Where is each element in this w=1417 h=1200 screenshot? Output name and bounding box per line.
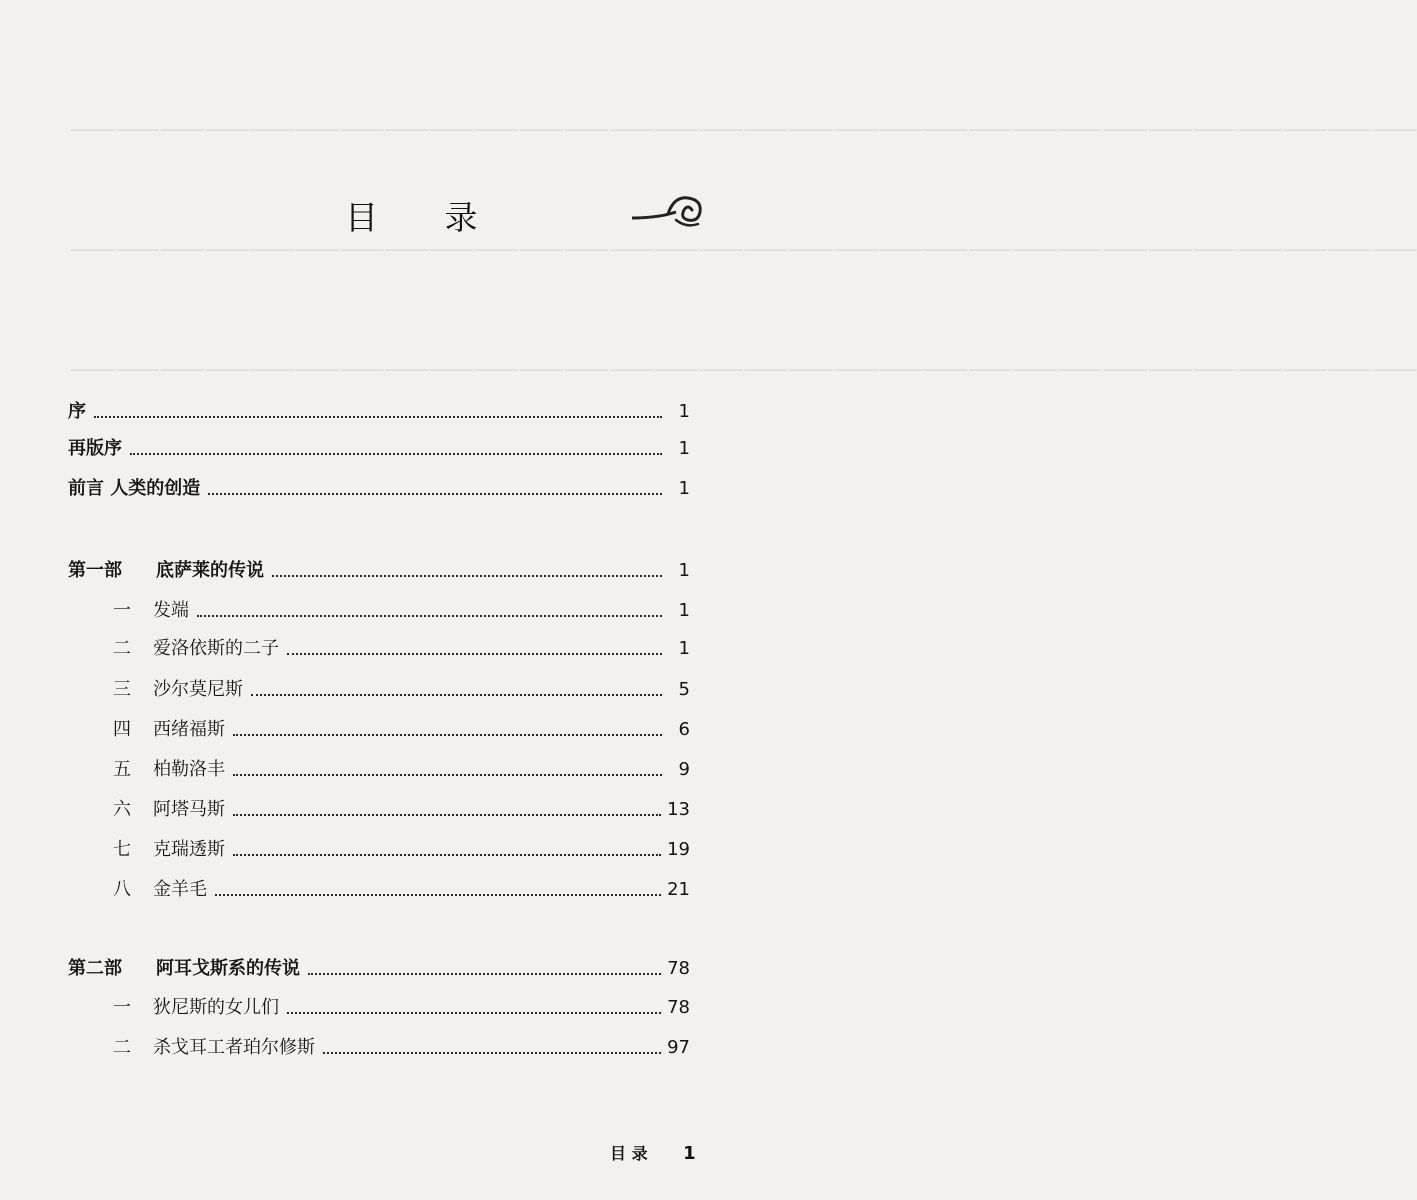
dot-leader	[233, 774, 662, 776]
toc-entry-number: 第一部	[68, 560, 122, 581]
bleed-through-text: ⸻⸻⸻⸻⸻⸻⸻⸻⸻⸻⸻⸻⸻⸻⸻⸻⸻⸻⸻⸻⸻⸻⸻⸻⸻⸻⸻⸻⸻⸻	[70, 239, 1417, 260]
dot-leader	[251, 694, 662, 696]
toc-entry-title: 发端	[153, 600, 189, 621]
toc-entry-page: 19	[667, 839, 690, 860]
toc-entry-page: 1	[678, 478, 690, 499]
toc-entry-title: 阿耳戈斯系的传说	[156, 958, 300, 979]
toc-entry-page: 1	[678, 438, 690, 459]
toc-entry-page: 97	[667, 1037, 690, 1058]
toc-entry-page: 1	[678, 638, 690, 659]
toc-entry[interactable]	[113, 671, 690, 701]
toc-entry-number: 五	[113, 759, 131, 780]
toc-entry-number: 四	[113, 719, 131, 740]
dot-leader	[233, 814, 661, 816]
toc-entry[interactable]	[68, 950, 690, 980]
toc-entry-number: 三	[113, 679, 131, 700]
dot-leader	[233, 734, 662, 736]
toc-entry-page: 1	[678, 401, 690, 422]
toc-entry-title: 爱洛依斯的二子	[153, 638, 279, 659]
toc-entry-number: 一	[113, 600, 131, 621]
dot-leader	[130, 453, 662, 455]
toc-entry-number: 八	[113, 879, 131, 900]
toc-entry-page: 21	[667, 879, 690, 900]
toc-entry[interactable]	[113, 1029, 690, 1059]
cloud-ornament-icon	[628, 188, 708, 232]
toc-entry-page: 6	[678, 719, 690, 740]
bleed-through-text: ⸻⸻⸻⸻⸻⸻⸻⸻⸻⸻⸻⸻⸻⸻⸻⸻⸻⸻⸻⸻⸻⸻⸻⸻⸻⸻⸻⸻⸻⸻	[70, 119, 1417, 140]
toc-entry-title: 杀戈耳工者珀尔修斯	[153, 1037, 315, 1058]
toc-entry-page: 78	[667, 997, 690, 1018]
toc-entry-page: 78	[667, 958, 690, 979]
toc-entry-number: 第二部	[68, 958, 122, 979]
toc-entry-number: 七	[113, 839, 131, 860]
toc-entry[interactable]	[113, 871, 690, 901]
toc-entry[interactable]	[113, 592, 690, 622]
toc-entry-number: 一	[113, 997, 131, 1018]
dot-leader	[323, 1052, 661, 1054]
toc-entry-title: 序	[68, 401, 86, 422]
dot-leader	[272, 575, 662, 577]
toc-entry-title: 克瑞透斯	[153, 839, 225, 860]
toc-entry-title: 狄尼斯的女儿们	[153, 997, 279, 1018]
bleed-through-text: ⸻⸻⸻⸻⸻⸻⸻⸻⸻⸻⸻⸻⸻⸻⸻⸻⸻⸻⸻⸻⸻⸻⸻⸻⸻⸻⸻⸻⸻⸻	[70, 359, 1417, 380]
dot-leader	[233, 854, 661, 856]
toc-entry[interactable]	[113, 630, 690, 660]
toc-entry[interactable]	[68, 552, 690, 582]
dot-leader	[287, 1012, 661, 1014]
footer-label: 目 录	[610, 1144, 648, 1163]
toc-entry[interactable]	[68, 393, 690, 423]
dot-leader	[308, 973, 661, 975]
toc-entry[interactable]	[113, 711, 690, 741]
toc-entry-page: 13	[667, 799, 690, 820]
toc-entry-title: 再版序	[68, 438, 122, 459]
toc-entry[interactable]	[68, 470, 690, 500]
toc-entry-page: 9	[678, 759, 690, 780]
toc-entry-title: 前言 人类的创造	[68, 478, 201, 499]
dot-leader	[215, 894, 661, 896]
toc-entry-title: 底萨莱的传说	[156, 560, 264, 581]
dot-leader	[94, 416, 662, 418]
toc-entry-title: 西绪福斯	[153, 719, 225, 740]
toc-entry-title: 柏勒洛丰	[153, 759, 225, 780]
footer-page-number: 1	[683, 1143, 696, 1164]
toc-entry[interactable]	[68, 430, 690, 460]
toc-entry-number: 二	[113, 1037, 131, 1058]
dot-leader	[208, 493, 662, 495]
toc-entry-page: 1	[678, 560, 690, 581]
toc-entry-page: 1	[678, 600, 690, 621]
toc-entry[interactable]	[113, 751, 690, 781]
toc-entry-number: 六	[113, 799, 131, 820]
toc-entry-number: 二	[113, 638, 131, 659]
toc-entry[interactable]	[113, 831, 690, 861]
toc-entry-title: 金羊毛	[153, 879, 207, 900]
dot-leader	[287, 653, 662, 655]
toc-entry-title: 阿塔马斯	[153, 799, 225, 820]
page-title: 目 录	[345, 198, 506, 237]
toc-entry-page: 5	[678, 679, 690, 700]
dot-leader	[197, 615, 662, 617]
toc-entry[interactable]	[113, 791, 690, 821]
toc-entry-title: 沙尔莫尼斯	[153, 679, 243, 700]
page-footer	[610, 1141, 696, 1164]
toc-entry[interactable]	[113, 989, 690, 1019]
